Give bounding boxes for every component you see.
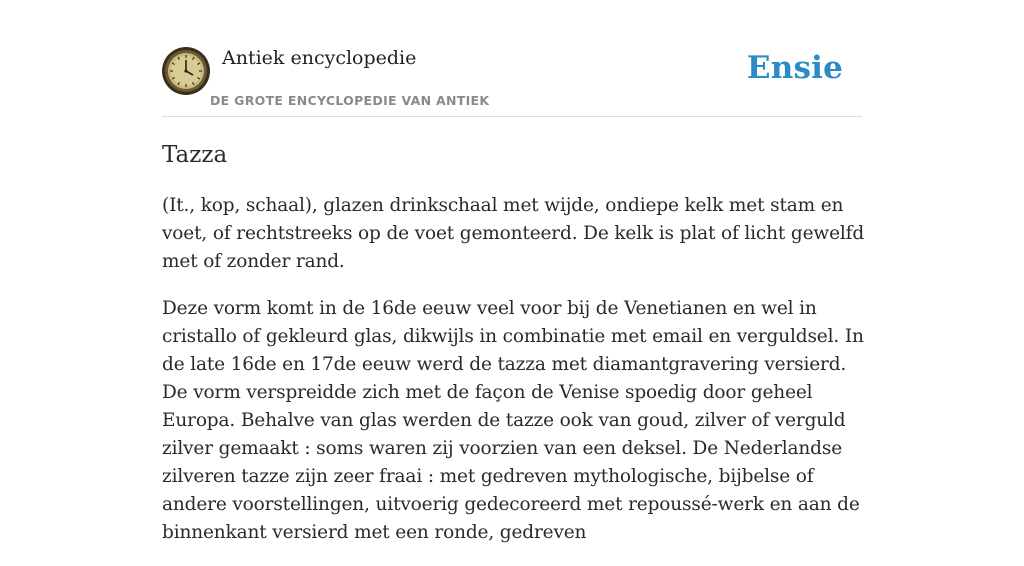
site-tagline: DE GROTE ENCYCLOPEDIE VAN ANTIEK — [210, 93, 490, 108]
brand-logo[interactable]: Ensie — [746, 50, 843, 86]
article-title: Tazza — [162, 142, 228, 168]
article-paragraph: Deze vorm komt in de 16de eeuw veel voor bij de Venetianen en wel in cristallo of gekleurd glas, dikwijls in combinatie met email en verguldsel. In de late 16de en 17de eeuw werd de tazza met diamantgravering versierd. De vorm verspreidde zich met de façon de Venise spoedig door geheel Europa. Behalve van glas werden de tazze ook van goud, zilver of verguld zilver gemaakt : soms waren zij voorzien van een deksel. De Nederlandse zilveren tazze zijn zeer fraai : met gedreven mythologische, bijbelse of andere voorstellingen, uitvoerig gedecoreerd met repoussé-werk en aan de binnenkant versierd met een ronde, gedreven — [162, 298, 864, 543]
site-name[interactable]: Antiek encyclopedie — [222, 47, 417, 69]
article-paragraph: (It., kop, schaal), glazen drinkschaal met wijde, ondiepe kelk met stam en voet, of rechtstreeks op de voet gemonteerd. De kelk is plat of licht gewelfd met of zonder rand. — [162, 195, 865, 272]
site-header — [162, 44, 862, 117]
article — [162, 140, 866, 566]
antique-clock-icon[interactable] — [162, 47, 210, 95]
